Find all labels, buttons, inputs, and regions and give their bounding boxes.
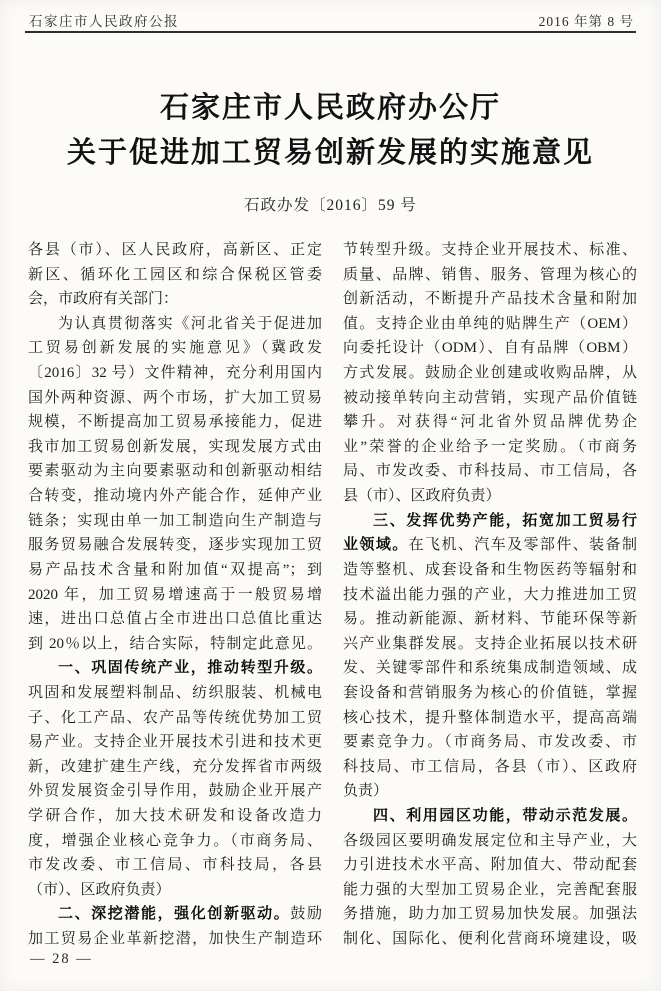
text-line xyxy=(28,779,322,804)
text-line xyxy=(28,509,322,534)
body-text: 造等整机、成套设备和生物医药等辐射和 xyxy=(343,561,637,578)
text-line xyxy=(28,656,322,681)
text-line xyxy=(343,459,637,484)
text-line xyxy=(28,459,322,484)
text-line xyxy=(343,706,637,731)
page-header xyxy=(29,10,634,30)
text-line xyxy=(28,632,322,657)
body-text: 务措施，助力加工贸易加快发展。加强法 xyxy=(343,906,637,923)
text-line xyxy=(28,533,322,558)
body-text: 易产业。支持企业开展技术引进和技术更 xyxy=(28,734,322,751)
body-text: 2020 年，加工贸易增速高于一般贸易增 xyxy=(28,586,322,603)
text-line xyxy=(28,853,322,878)
text-line xyxy=(343,238,637,263)
body-text: 工贸易创新发展的实施意见》（冀政发 xyxy=(28,340,322,357)
text-line xyxy=(28,681,322,706)
body-text: 易。推动新能源、新材料、节能环保等新 xyxy=(343,611,637,628)
body-text: 到 20％以上，结合实际，特制定此意见。 xyxy=(28,635,322,652)
text-line xyxy=(28,435,322,460)
body-text: （市）、区政府负责） xyxy=(28,881,171,898)
text-line xyxy=(28,410,322,435)
body-text: 会，市政府有关部门： xyxy=(28,291,179,308)
title-line-1: 石家庄市人民政府办公厅 xyxy=(159,92,501,124)
body-text: 外贸发展资金引导作用，鼓励企业开展产 xyxy=(28,783,322,800)
text-line xyxy=(28,755,322,780)
text-line xyxy=(28,878,322,903)
section-heading-text: 一、巩固传统产业，推动转型升级。 xyxy=(58,659,322,677)
text-line xyxy=(28,607,322,632)
body-text: 链条；实现由单一加工制造向生产制造与 xyxy=(28,512,322,529)
body-text: 质量、品牌、销售、服务、管理为核心的 xyxy=(343,266,637,283)
title-line-2: 关于促进加工贸易创新发展的实施意见 xyxy=(66,137,594,169)
text-line xyxy=(28,287,322,312)
body-text: 负责） xyxy=(343,783,389,800)
text-line xyxy=(343,484,637,509)
body-text: 度，增强企业核心竞争力。（市商务局、 xyxy=(28,832,322,849)
body-text: 向委托设计（ODM）、自有品牌（OBM） xyxy=(343,340,637,357)
text-line xyxy=(28,484,322,509)
text-line xyxy=(343,730,637,755)
text-line xyxy=(343,656,637,681)
body-text: 核心技术，提升整体制造水平，提高高端 xyxy=(343,709,637,726)
body-text: 攀升。对获得“河北省外贸品牌优势企 xyxy=(343,414,637,431)
section-heading-text: 三、发挥优势产能，拓宽加工贸易行 xyxy=(373,511,637,529)
issue-number: 2016 年第 8 号 xyxy=(538,14,634,29)
body-text: 发、关键零部件和系统集成制造领域、成 xyxy=(343,660,637,677)
text-line xyxy=(343,312,637,337)
text-line xyxy=(28,902,322,927)
body-text: 能力强的大型加工贸易企业，完善配套服 xyxy=(343,881,637,898)
body-text: 制化、国际化、便利化营商环境建设，吸 xyxy=(343,931,637,948)
body-text: 加工贸易企业革新挖潜，加快生产制造环 xyxy=(28,931,322,948)
body-text: 力引进技术水平高、附加值大、带动配套 xyxy=(343,857,637,874)
body-text: 各级园区要明确发展定位和主导产业，大 xyxy=(343,832,637,849)
text-line xyxy=(28,706,322,731)
body-text: 子、化工产品、农产品等传统优势加工贸 xyxy=(28,709,322,726)
body-text: 方式发展。鼓励企业创建或收购品牌，从 xyxy=(343,365,637,382)
left-column xyxy=(28,238,322,952)
text-line xyxy=(343,755,637,780)
text-line xyxy=(28,730,322,755)
body-text: 合转变，推动境内外产能合作，延伸产业 xyxy=(28,488,322,505)
body-text: 值。支持企业由单纯的贴牌生产（OEM） xyxy=(343,315,637,332)
text-line xyxy=(28,312,322,337)
text-line xyxy=(343,632,637,657)
text-line xyxy=(343,927,637,952)
body-text: 业”荣誉的企业给予一定奖励。（市商务 xyxy=(343,438,637,455)
body-text: 服务贸易融合发展转变，逐步实现加工贸 xyxy=(28,537,322,554)
text-line xyxy=(28,361,322,386)
page-number: — 28 — xyxy=(30,951,93,967)
section-heading-text: 业领域。 xyxy=(343,536,409,554)
body-text: 巩固和发展塑料制品、纺织服装、机械电 xyxy=(28,684,322,701)
text-line xyxy=(28,829,322,854)
text-line xyxy=(28,336,322,361)
text-line xyxy=(343,509,637,534)
section-heading-text: 四、利用园区功能，带动示范发展。 xyxy=(373,807,637,825)
publication-name: 石家庄市人民政府公报 xyxy=(29,14,179,29)
text-line xyxy=(343,410,637,435)
document-title xyxy=(0,86,661,176)
body-text: 规模，不断提高加工贸易承接能力，促进 xyxy=(28,414,322,431)
text-line xyxy=(343,829,637,854)
body-text: 新区、循环化工园区和综合保税区管委 xyxy=(28,266,322,283)
right-column xyxy=(343,238,637,952)
text-line xyxy=(343,779,637,804)
text-line xyxy=(343,287,637,312)
text-line xyxy=(343,533,637,558)
text-line xyxy=(28,386,322,411)
text-line xyxy=(343,435,637,460)
body-text: 被动接单转向主动营销，实现产品价值链 xyxy=(343,389,637,406)
body-text: 各县（市）、区人民政府，高新区、正定 xyxy=(28,242,322,258)
text-line xyxy=(343,878,637,903)
body-text: 要素竞争力。（市商务局、市发改委、市 xyxy=(343,734,637,751)
text-line xyxy=(343,804,637,829)
body-text: 我市加工贸易创新发展，实现发展方式由 xyxy=(28,438,322,455)
body-columns xyxy=(28,238,637,952)
text-line xyxy=(343,386,637,411)
body-text: 鼓励 xyxy=(290,906,322,923)
body-text: 为认真贯彻落实《河北省关于促进加 xyxy=(58,315,322,332)
text-line xyxy=(28,558,322,583)
header-rule xyxy=(25,31,636,33)
body-text: 易产品技术含量和附加值“双提高”；到 xyxy=(28,561,322,578)
text-line xyxy=(343,902,637,927)
text-line xyxy=(343,263,637,288)
body-text: 套设备和营销服务为核心的价值链，掌握 xyxy=(343,684,637,701)
text-line xyxy=(343,336,637,361)
body-text: 在飞机、汽车及零部件、装备制 xyxy=(408,537,637,554)
body-text: 学研合作，加大技术研发和设备改造力 xyxy=(28,808,322,825)
section-heading-text: 二、深挖潜能，强化创新驱动。 xyxy=(58,905,291,923)
body-text: 速，进出口总值占全市进出口总值比重达 xyxy=(28,611,322,628)
document-number: 石政办发〔2016〕59 号 xyxy=(244,197,417,214)
body-text: 节转型升级。支持企业开展技术、标准、 xyxy=(343,242,637,258)
body-text: 市发改委、市工信局、市科技局，各县 xyxy=(28,857,322,874)
text-line xyxy=(28,263,322,288)
text-line xyxy=(343,558,637,583)
text-line xyxy=(343,681,637,706)
text-line xyxy=(28,238,322,263)
text-line xyxy=(343,853,637,878)
text-line xyxy=(343,361,637,386)
text-line xyxy=(343,583,637,608)
body-text: 科技局、市工信局，各县（市）、区政府 xyxy=(343,758,637,775)
text-line xyxy=(28,927,322,952)
body-text: 新，改建扩建生产线，充分发挥省市两级 xyxy=(28,758,322,775)
body-text: 兴产业集群发展。支持企业拓展以技术研 xyxy=(343,635,637,652)
body-text: 要素驱动为主向要素驱动和创新驱动相结 xyxy=(28,463,322,480)
body-text: 局、市发改委、市科技局、市工信局，各 xyxy=(343,463,637,480)
text-line xyxy=(28,804,322,829)
body-text: 国外两种资源、两个市场，扩大加工贸易 xyxy=(28,389,322,406)
body-text: 技术溢出能力强的产业，大力推进加工贸 xyxy=(343,586,637,603)
body-text: 创新活动，不断提升产品技术含量和附加 xyxy=(343,291,637,308)
body-text: 县（市）、区政府负责） xyxy=(343,488,501,505)
text-line xyxy=(28,583,322,608)
text-line xyxy=(343,607,637,632)
body-text: 〔2016〕32 号）文件精神，充分利用国内 xyxy=(28,365,322,382)
